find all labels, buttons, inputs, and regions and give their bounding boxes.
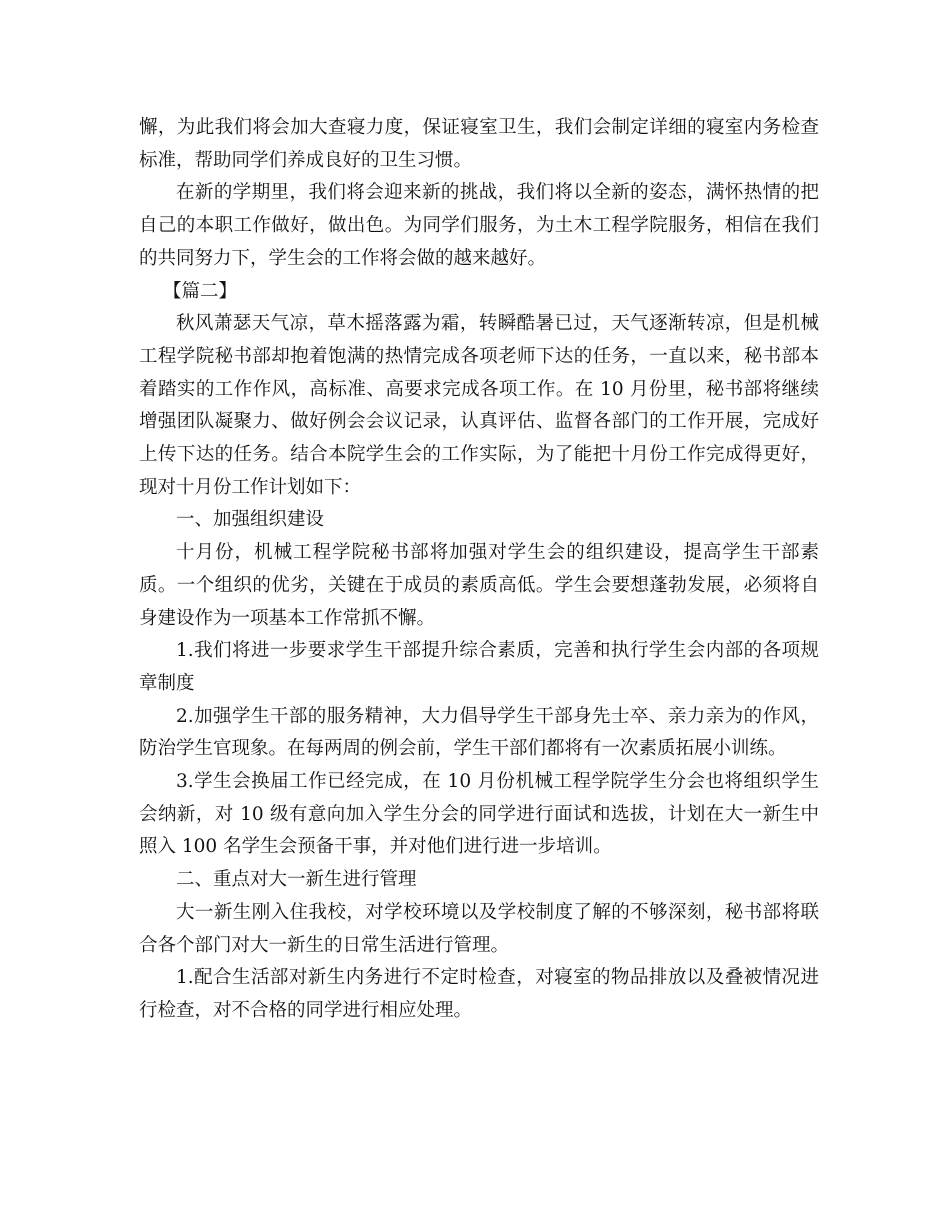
paragraph-freshman-management: 大一新生刚入住我校，对学校环境以及学校制度了解的不够深刻，秘书部将联合各个部门对大一新生的日常生活进行管理。	[139, 901, 819, 956]
list-item-1-dorm-checks: 1.配合生活部对新生内务进行不定时检查，对寝室的物品排放以及叠被情况进行检查，对不合格的同学进行相应处理。	[139, 967, 819, 1021]
paragraph-dorm-inspection: 懈，为此我们将会加大查寝力度，保证寝室卫生，我们会制定详细的寝室内务检查标准，帮助同学们养成良好的卫生习惯。	[139, 117, 819, 171]
paragraph-new-semester: 在新的学期里，我们将会迎来新的挑战，我们将以全新的姿态，满怀热情的把自己的本职工作做好，做出色。为同学们服务，为土木工程学院服务，相信在我们的共同努力下，学生会的工作将会做的越来越好。	[139, 182, 819, 269]
paragraph-organization-building: 十月份，机械工程学院秘书部将加强对学生会的组织建设，提高学生干部素质。一个组织的优劣，关键在于成员的素质高低。学生会要想蓬勃发展，必须将自身建设作为一项基本工作常抓不懈。	[139, 542, 819, 629]
list-item-3-recruitment: 3.学生会换届工作已经完成，在 10 月份机械工程学院学生分会也将组织学生会纳新，对 10 级有意向加入学生分会的同学进行面试和选拔，计划在大一新生中照入 100 名学生会预备干事，并对他们进行进一步培训。	[139, 771, 819, 858]
document-body	[139, 112, 819, 1028]
list-item-2-service-spirit: 2.加强学生干部的服务精神，大力倡导学生干部身先士卒、亲力亲为的作风，防治学生官现象。在每两周的例会前，学生干部们都将有一次素质拓展小训练。	[139, 705, 819, 760]
paragraph-october-intro: 秋风萧瑟天气凉，草木摇落露为霜，转瞬酷暑已过，天气逐渐转凉，但是机械工程学院秘书部却抱着饱满的热情完成各项老师下达的任务，一直以来，秘书部本着踏实的工作作风，高标准、高要求完成各项工作。在 10 月份里，秘书部将继续增强团队凝聚力、做好例会会议记录，认真评估、监督各部门的工作开展，完成好上传下达的任务。结合本院学生会的工作实际，为了能把十月份工作完成得更好，现对十月份工作计划如下：	[139, 313, 819, 498]
heading-freshman-management: 二、重点对大一新生进行管理	[176, 869, 417, 891]
heading-organization-building: 一、加强组织建设	[176, 509, 325, 531]
list-item-1-cadre-quality: 1.我们将进一步要求学生干部提升综合素质，完善和执行学生会内部的各项规章制度	[139, 640, 819, 694]
section-title-part-two: 【篇二】	[163, 280, 238, 302]
